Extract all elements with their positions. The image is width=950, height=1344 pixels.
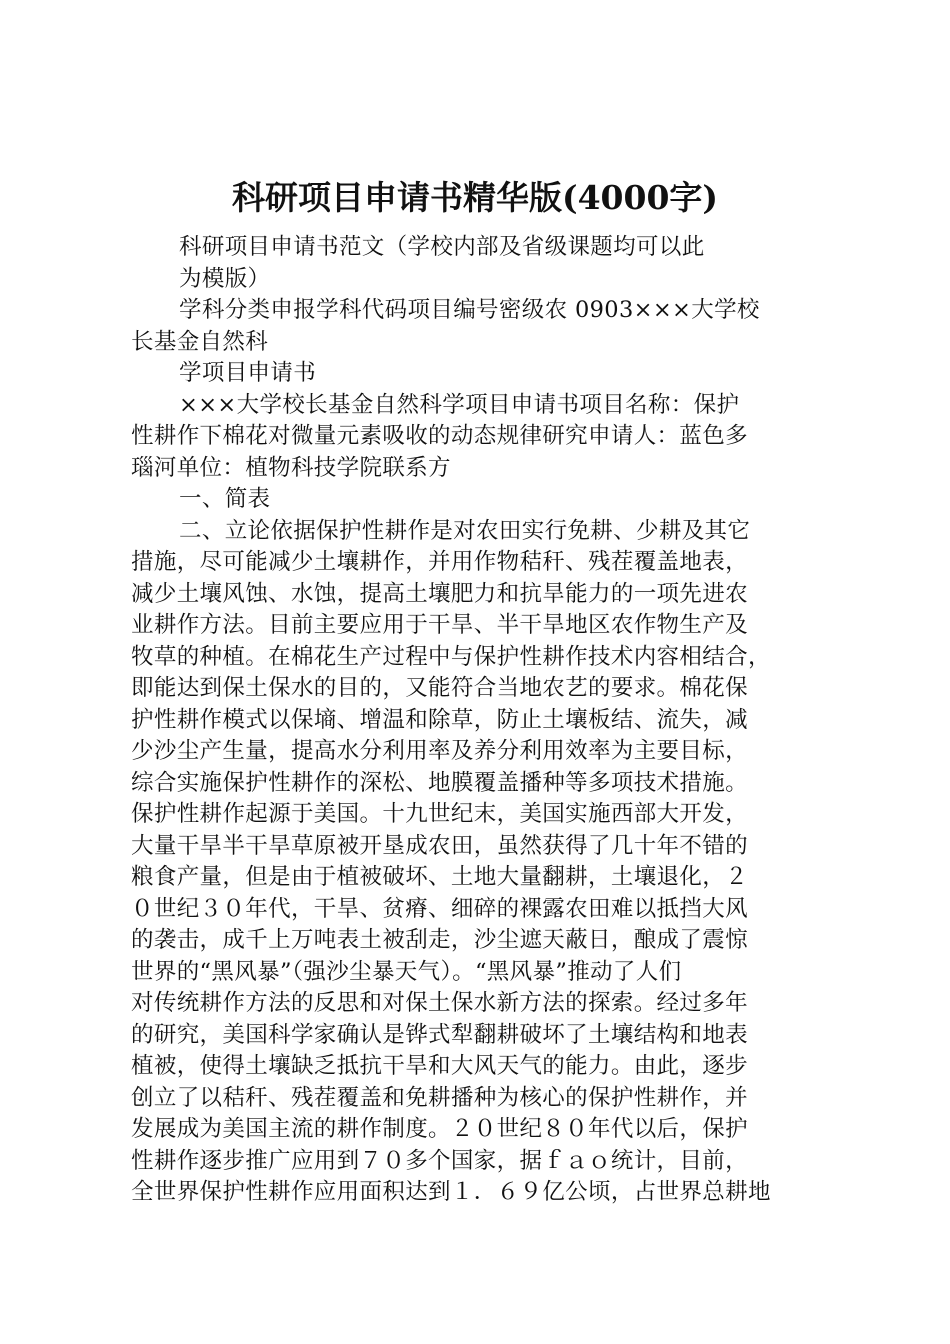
body-text-line: 综合实施保护性耕作的深松、地膜覆盖播种等多项技术措施。 (131, 769, 748, 796)
body-text-line: 大量干旱半干旱草原被开垦成农田，虽然获得了几十年不错的 (131, 832, 748, 859)
body-text-line: 的袭击，成千上万吨表土被刮走，沙尘遮天蔽日，酿成了震惊 (131, 927, 748, 953)
body-text-line: 的研究，美国科学家确认是铧式犁翻耕破坏了土壤结构和地表 (131, 1021, 748, 1048)
body-text-line: 性耕作逐步推广应用到７０多个国家，据ｆａｏ统计，目前， (131, 1147, 748, 1174)
document-body (131, 232, 841, 1209)
body-text-line: 学科分类申报学科代码项目编号密级农 0903×××大学校 (179, 297, 760, 323)
body-text-line: 发展成为美国主流的耕作制度。２０世纪８０年代以后，保护 (131, 1116, 748, 1142)
body-text-line: 学项目申请书 (179, 360, 317, 386)
body-text-line: 粮食产量，但是由于植被破坏、土地大量翻耕，土壤退化，２ (131, 864, 748, 890)
body-text-line: 为模版） (179, 265, 271, 292)
body-text-line: 即能达到保土保水的目的，又能符合当地农艺的要求。棉花保 (131, 675, 748, 701)
body-text-line: 保护性耕作起源于美国。十九世纪末，美国实施西部大开发， (131, 801, 748, 827)
body-text-line: 对传统耕作方法的反思和对保土保水新方法的探索。经过多年 (131, 990, 748, 1016)
body-text-line: 措施，尽可能减少土壤耕作，并用作物秸秆、残茬覆盖地表， (131, 549, 748, 575)
body-text-line: 牧草的种植。在棉花生产过程中与保护性耕作技术内容相结合， (131, 643, 771, 670)
body-text-line: 瑙河单位：植物科技学院联系方 (131, 454, 451, 481)
body-text-line: 护性耕作模式以保墒、增温和除草，防止土壤板结、流失，减 (131, 706, 748, 733)
body-text-line: 科研项目申请书范文（学校内部及省级课题均可以此 (179, 234, 705, 260)
body-text-line: 性耕作下棉花对微量元素吸收的动态规律研究申请人：蓝色多 (131, 423, 748, 449)
body-text-line: 长基金自然科 (131, 328, 269, 355)
body-text-line: 二、立论依据保护性耕作是对农田实行免耕、少耕及其它 (179, 517, 751, 544)
body-text-line: 少沙尘产生量，提高水分利用率及养分利用效率为主要目标， (131, 738, 748, 764)
body-text-line: 全世界保护性耕作应用面积达到１．６９亿公顷，占世界总耕地 (131, 1179, 771, 1205)
body-text-line: 植被，使得土壤缺乏抵抗干旱和大风天气的能力。由此，逐步 (131, 1053, 748, 1079)
body-text-line: ×××大学校长基金自然科学项目申请书项目名称：保护 (179, 391, 740, 418)
body-text-line: 业耕作方法。目前主要应用于干旱、半干旱地区农作物生产及 (131, 612, 748, 638)
body-text-line: ０世纪３０年代，干旱、贫瘠、细碎的裸露农田难以抵挡大风 (131, 895, 748, 922)
body-text-line: 世界的“黑风暴”（强沙尘暴天气）。“黑风暴”推动了人们 (131, 958, 682, 985)
body-text-line: 一、简表 (179, 486, 271, 512)
body-text-line: 创立了以秸秆、残茬覆盖和免耕播种为核心的保护性耕作，并 (131, 1084, 748, 1111)
document-title: 科研项目申请书精华版(4000字) (231, 178, 719, 217)
body-text-line: 减少土壤风蚀、水蚀，提高土壤肥力和抗旱能力的一项先进农 (131, 580, 748, 607)
